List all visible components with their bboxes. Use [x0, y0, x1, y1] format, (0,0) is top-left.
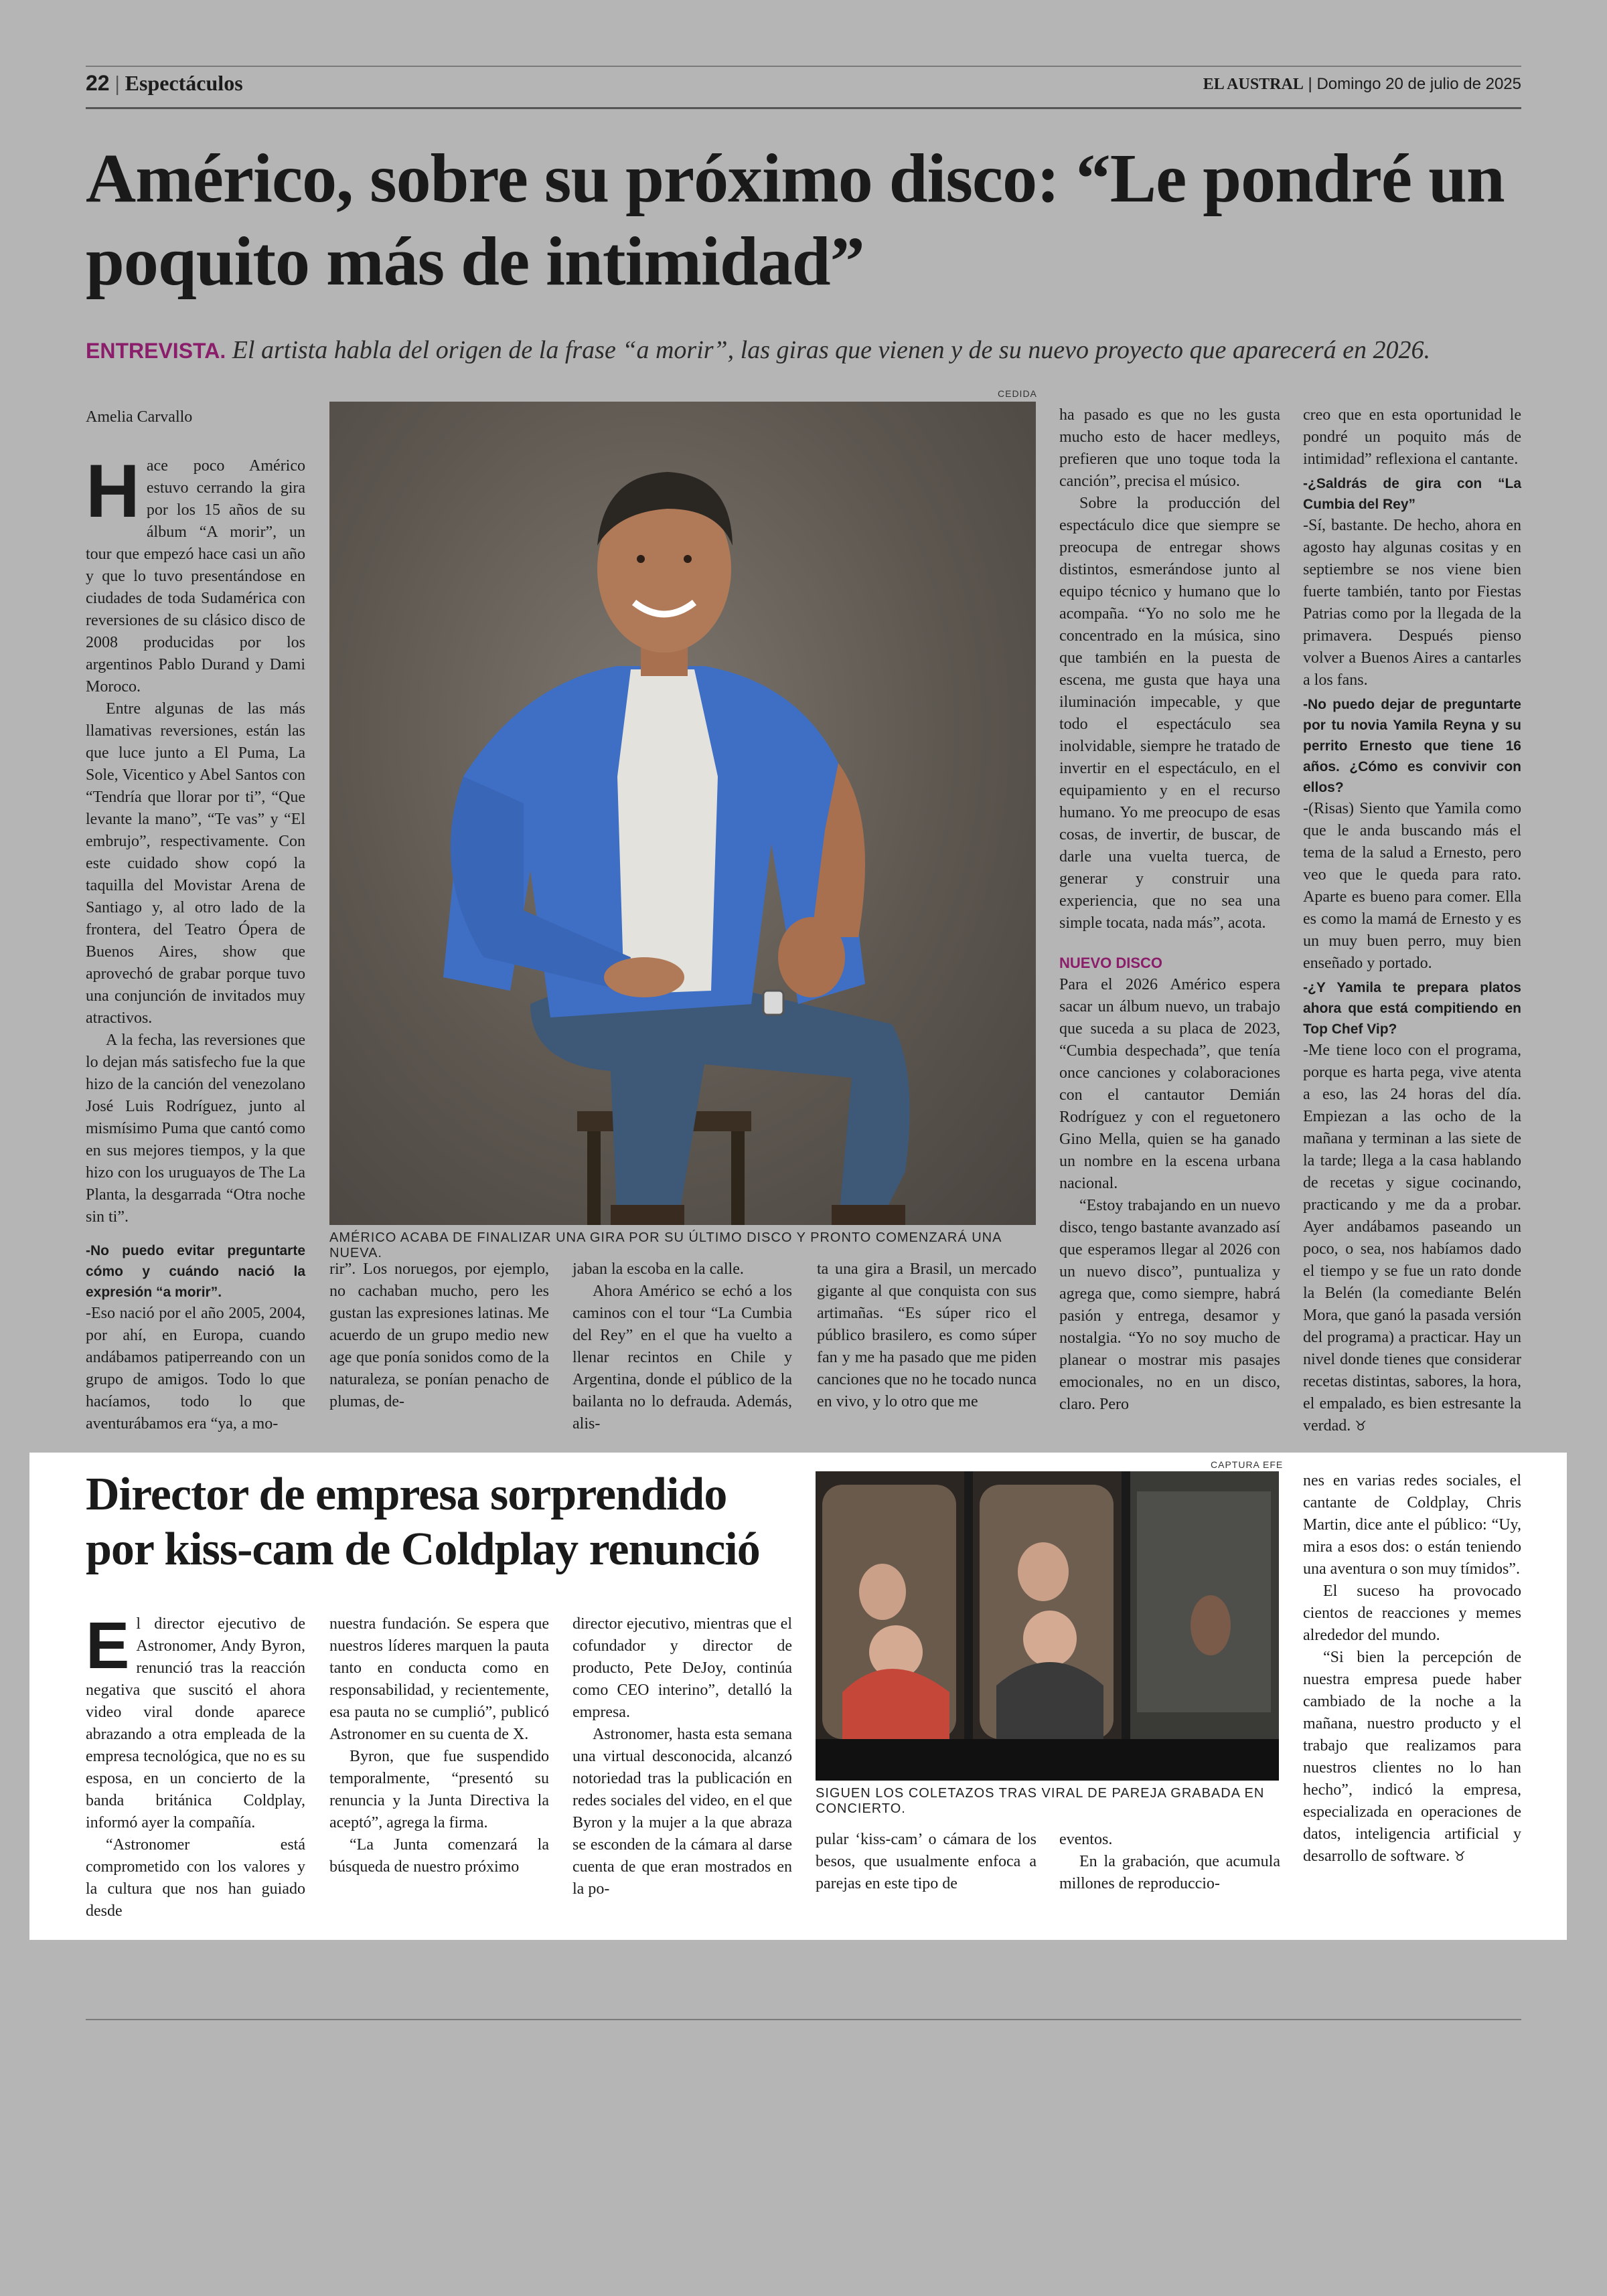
second-column-1	[86, 1609, 305, 1922]
portrait-illustration	[329, 402, 1036, 1225]
second-col5-p1: eventos.	[1059, 1831, 1113, 1848]
second-col1-p2: “Astronomer está comprometido con los valores y la cultura que nos han guiado desde	[86, 1836, 305, 1920]
main-column-1	[86, 449, 305, 1435]
drop-cap: H	[86, 449, 140, 533]
main-col5-p3: Para el 2026 Américo espera sacar un álbum nuevo, un trabajo que suceda a su placa de 2023, “Cumbia despechada”, que tenía once canciones y colaboraciones con el cantautor Demián Rodríguez y con el reguetonero Gino Mella, quien se ha ganado un nombre en la escena urbana nacional.	[1059, 976, 1280, 1192]
main-col1-p2: Entre algunas de las más llamativas reversiones, están las que luce junto a El Puma, La Sole, Vicentico y Abel Santos con “Tendría que llorar por ti”, “Que levante la mano”, “Te vas” y “El embrujo”, respectivamente. Con este cuidado show copó la taquilla del Movistar Arena de Santiago y, al otro lado de la frontera, del Teatro Ópera de Buenos Aires, show que aprovechó de grabar porque tuvo una conjunción de invitados muy atractivos.	[86, 700, 305, 1027]
newspaper-name: EL AUSTRAL	[1203, 76, 1304, 93]
dek-text: El artista habla del origen de la frase “a morir”, las giras que vienen y de su nuevo proyecto que aparecerá en 2026.	[232, 336, 1430, 364]
second-photo	[816, 1471, 1279, 1781]
header-bottom-rule	[86, 107, 1521, 109]
main-dek	[86, 333, 1532, 367]
main-col1-p1: ace poco Américo estuvo cerrando la gira por los 15 años de su álbum “A morir”, un tour que empezó hace casi un año y que lo tuvo presentándose en ciudades de toda Sudamérica con reversiones de su clásico disco de 2008 producidas por los argentinos Pablo Durand y Dami Moroco.	[86, 457, 305, 695]
main-column-5	[1059, 404, 1280, 1416]
second-col4-text: pular ‘kiss-cam’ o cámara de los besos, que usualmente enfoca a parejas en este tipo de	[816, 1831, 1037, 1892]
main-col6-p2: -Sí, bastante. De hecho, ahora en agosto hay algunas cositas y en septiembre se nos viene bien fuerte también, tanto por Fiestas Patrias como por la llegada de la primavera. Después pienso volver a Buenos Aires a cantarles a los fans.	[1303, 517, 1521, 689]
second-col5-p2: En la grabación, que acumula millones de reproduccio-	[1059, 1853, 1280, 1892]
kiss-cam-frames-illustration	[816, 1471, 1279, 1781]
footer-rule	[86, 2019, 1521, 2020]
interview-question: -No puedo evitar preguntarte cómo y cuándo nació la expresión “a morir”.	[86, 1243, 305, 1300]
main-column-6	[1303, 404, 1521, 1437]
second-col1-p1: l director ejecutivo de Astronomer, Andy Byron, renunció tras la reacción negativa que suscitó el ahora video viral donde aparece abrazando a otra empleada de la empresa tecnológica, que no es su esposa, en un concierto de la banda británica Coldplay, informó ayer la compañía.	[86, 1615, 305, 1831]
second-col6-p1: nes en varias redes sociales, el cantante de Coldplay, Chris Martin, dice ante el público: “Uy, mira a esos dos: o están teniendo una aventura o son muy tímidos”.	[1303, 1472, 1521, 1578]
second-col2-p2: Byron, que fue suspendido temporalmente, “presentó su renuncia y la Junta Directiva la aceptó”, agrega la firma.	[329, 1748, 549, 1831]
main-col6-p4: -Me tiene loco con el programa, porque es harta pega, vive atenta a eso, las 24 horas del día. Empiezan a las ocho de la mañana y terminan a las siete de la tarde; llega a la casa hablando de recetas y sigue cocinando, practicando y me da a probar. Ayer andábamos paseando un poco, o sea, nos habíamos dado el tiempo y se fue un rato donde la Belén (la comediante Belén Mora, que ganó la pasada versión del programa) a practicar. Hay un nivel donde tienes que considerar recetas distintas, sabores, la hora, el empalado, es bien estresante la verdad.	[1303, 1042, 1521, 1434]
second-col3-p2: Astronomer, hasta esta semana una virtual desconocida, alcanzó notoriedad tras la publicación en redes sociales del video, en el que Byron y la mujer a la que abraza se esconden de la cámara al darse cuenta de que eran mostrados en la po-	[572, 1726, 792, 1898]
second-col2-p3: “La Junta comenzará la búsqueda de nuestro próximo	[329, 1836, 549, 1876]
main-col6-p3: -(Risas) Siento que Yamila como que le anda buscando más el tema de la salud a Ernesto, pero veo que le queda para rato. Aparte es bueno para comer. Ella es como la mamá de Ernesto y es un muy buen perro, muy bien enseñado y portado.	[1303, 800, 1521, 972]
dek-kicker: ENTREVISTA.	[86, 339, 226, 363]
end-mark-icon: ♉	[1355, 1418, 1367, 1434]
byline: Amelia Carvallo	[86, 408, 193, 426]
main-column-2	[329, 1258, 549, 1413]
page-header-left: 22 | Espectáculos	[86, 71, 243, 95]
header-top-rule	[86, 66, 1521, 67]
main-headline: Américo, sobre su próximo disco: “Le pondré un poquito más de intimidad”	[86, 140, 1505, 300]
section-name: Espectáculos	[125, 71, 243, 95]
end-mark-icon: ♉	[1454, 1848, 1466, 1864]
interview-question: -¿Y Yamila te prepara platos ahora que está compitiendo en Top Chef Vip?	[1303, 980, 1521, 1037]
main-col4-text: ta una gira a Brasil, un mercado gigante al que conquista con sus artimañas. “Es súper rico el público brasilero, es como súper fan y me ha pasado que me piden canciones que no he tocado nunca en vivo, y lo otro que me	[817, 1260, 1037, 1410]
issue-date: Domingo 20 de julio de 2025	[1316, 75, 1521, 93]
main-col5-p2: Sobre la producción del espectáculo dice que siempre se preocupa de entregar shows distintos, esmerándose junto al equipo técnico y humano que lo acompaña. “Yo no solo me he concentrado en la música, sino que también en la puesta de escena, me gusta que haya una iluminación impecable, y que todo el espectáculo sea inolvidable, siempre he tratado de invertir en el espectáculo, en el equipamiento y en el recurso humano. Yo me preocupo de esas cosas, de invertir, de buscar, de darle una vuelta tuerca, de generar y construir una experiencia, que no sea una simple tocata, nada más”, acota.	[1059, 495, 1280, 932]
interview-question: -¿Saldrás de gira con “La Cumbia del Rey”	[1303, 476, 1521, 512]
main-column-4	[817, 1258, 1037, 1413]
second-col2-p1: nuestra fundación. Se espera que nuestros líderes marquen la pauta tanto en conducta como en responsabilidad, y recientemente, esa pauta no se cumplió”, publicó Astronomer en su cuenta de X.	[329, 1615, 549, 1743]
main-col3-p2: Ahora Américo se echó a los caminos con el tour “La Cumbia del Rey” en el que ha vuelto a llenar recintos en Chile y Argentina, donde el público de la bailanta no lo defrauda. Además, alis-	[572, 1283, 792, 1432]
second-photo-credit: CAPTURA EFE	[1211, 1459, 1284, 1470]
second-column-3	[572, 1613, 792, 1900]
page-number: 22	[86, 71, 110, 95]
main-photo	[329, 402, 1036, 1225]
subhead-nuevo-disco: NUEVO DISCO	[1059, 955, 1163, 971]
page-header-right: EL AUSTRAL | Domingo 20 de julio de 2025	[1203, 75, 1521, 93]
second-column-2	[329, 1613, 549, 1878]
main-col1-p3: A la fecha, las reversiones que lo dejan más satisfecho fue la que hizo de la canción del venezolano José Luis Rodríguez, junto al mismísimo Puma que cantó como en sus mejores tiempos, y la que hizo con los uruguayos de The La Planta, la desgarrada “Otra noche sin ti”.	[86, 1032, 305, 1226]
main-photo-caption: AMÉRICO ACABA DE FINALIZAR UNA GIRA POR SU ÚLTIMO DISCO Y PRONTO COMENZARÁ UNA NUEVA.	[329, 1230, 1002, 1260]
main-col6-p1: creo que en esta oportunidad le pondré un poquito más de intimidad” reflexiona el cantante.	[1303, 406, 1521, 468]
main-col5-p4: “Estoy trabajando en un nuevo disco, tengo bastante avanzado así que esperamos llegar al 2026 con un nuevo disco”, puntualiza y agrega que, como siempre, habrá pasión y entrega, desamor y nostalgia. “Yo no soy mucho de planear o mostrar mis pasajes emocionales, no en un disco, claro. Pero	[1059, 1197, 1280, 1413]
photo-credit: CEDIDA	[998, 388, 1037, 399]
second-col6-p2: El suceso ha provocado cientos de reacciones y memes alrededor del mundo.	[1303, 1582, 1521, 1644]
main-col2-text: rir”. Los noruegos, por ejemplo, no cachaban mucho, pero les gustan las expresiones latinas. Me acuerdo de un grupo medio new age que ponía sonidos como de la naturaleza, se ponían penacho de plumas, de-	[329, 1260, 549, 1410]
main-col3-text: jaban la escoba en la calle.	[572, 1260, 744, 1278]
main-col1-p4: -Eso nació por el año 2005, 2004, por ahí, en Europa, cuando andábamos patiperreando con un grupo de amigos. Todo lo que hacíamos, todo lo que aventurábamos era “ya, a mo-	[86, 1305, 305, 1432]
main-column-3	[572, 1258, 792, 1435]
second-headline: Director de empresa sorprendido por kiss-cam de Coldplay renunció	[86, 1469, 760, 1575]
second-column-4	[816, 1829, 1037, 1895]
drop-cap: E	[86, 1609, 130, 1682]
interview-question: -No puedo dejar de preguntarte por tu novia Yamila Reyna y su perrito Ernesto que tiene 16 años. ¿Cómo es convivir con ellos?	[1303, 697, 1521, 795]
second-col3-p1: director ejecutivo, mientras que el cofundador y director de producto, Pete DeJoy, continúa como CEO interino”, detalló la empresa.	[572, 1615, 792, 1721]
main-col5-p1: ha pasado es que no les gusta mucho esto de hacer medleys, prefieren que uno toque toda la canción”, precisa el músico.	[1059, 406, 1280, 490]
second-col6-p3: “Si bien la percepción de nuestra empresa puede haber cambiado de la noche a la mañana, nuestro producto y el trabajo que realizamos para nuestros clientes no lo han hecho”, indicó la empresa, especializada en operaciones de datos, inteligencia artificial y desarrollo de software.	[1303, 1649, 1521, 1865]
second-column-6	[1303, 1470, 1521, 1868]
second-column-5	[1059, 1829, 1280, 1895]
second-photo-caption: SIGUEN LOS COLETAZOS TRAS VIRAL DE PAREJA GRABADA EN CONCIERTO.	[816, 1786, 1265, 1816]
